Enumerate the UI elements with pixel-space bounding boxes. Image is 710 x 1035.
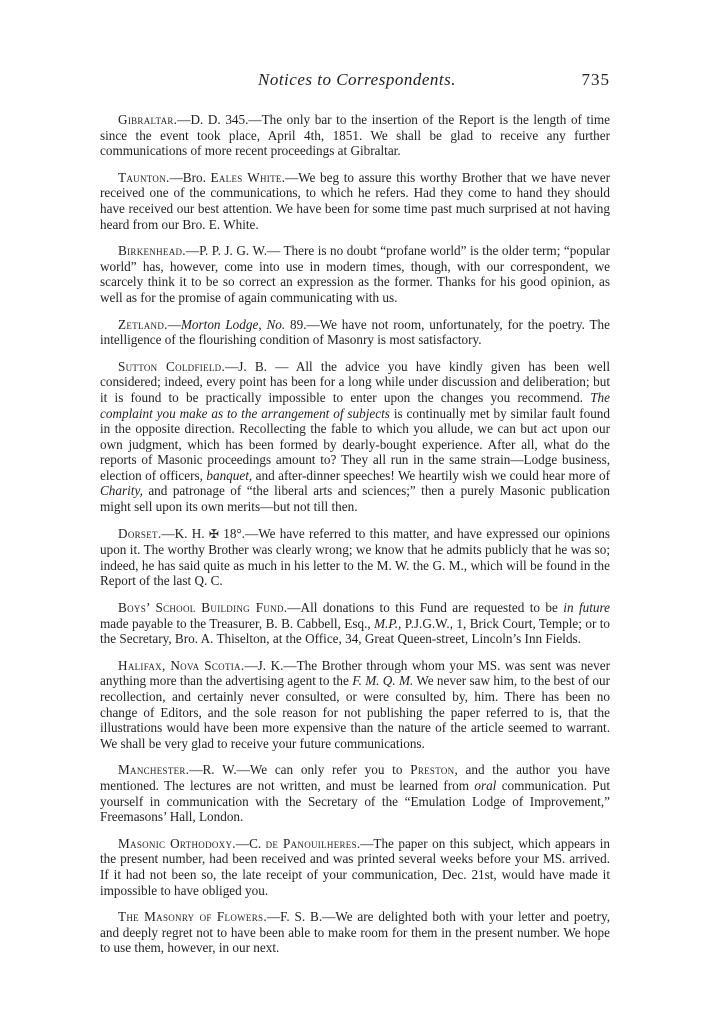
notice-text: 18°.—We have referred to this matter, and have expressed our opinions upon it. The worthy Brother was clearly wrong; we know that he admits publicly that he was so; indeed, he has said quite as much in his letter to the M. W. the G. M., which will be found in the Report of the last Q. C.: [100, 525, 610, 589]
notice-entry: [100, 600, 610, 647]
notice-text: Charity,: [100, 483, 143, 499]
notice-text: —C.: [235, 835, 266, 851]
notice-entry: [100, 526, 610, 589]
notice-text: is continually met by similar fault found in the opposite direction. Recollecting the fable to which you allude, we can but act upon our own judgment, which has been formed by dearly-bought experience. After all, what do the reports of Masonic proceedings amount to? They all run in the same strain—Lodge business, election of officers,: [100, 405, 610, 483]
notice-entry: [100, 836, 610, 898]
notice-heading: Boys’ School Building Fund.: [118, 600, 288, 616]
notice-text: .—The paper on this subject, which appears in the present number, had been received and was printed several weeks before your MS. arrived. If it had not been so, the late receipt of your communication, Dec. 21st, would have made it impossible to have obliged you.: [100, 835, 611, 898]
notice-entry: [100, 909, 610, 956]
notice-entry: [100, 243, 610, 305]
notice-entry: [100, 317, 610, 348]
notice-heading: Masonic Orthodoxy.: [118, 835, 236, 851]
running-head: [100, 72, 610, 112]
notice-heading: Taunton.: [118, 169, 170, 185]
notices-list: [100, 112, 610, 956]
notice-text: —D. D. 345.—The only bar to the insertion of the Report is the length of time since the event took place, April 4th, 1851. We shall be glad to receive any further communications of more recent proceedings at Gibraltar.: [100, 112, 610, 159]
notice-text: de Panouilheres: [265, 835, 357, 851]
notice-entry: [100, 359, 610, 515]
cross-symbol: ✠: [208, 526, 219, 541]
notice-text: and patronage of “the liberal arts and sciences;” then a purely Masonic publication might sell upon its own merits—but not till then.: [100, 483, 610, 515]
notice-text: —All donations to this Fund are requested to be: [287, 600, 564, 616]
notice-heading: Gibraltar.: [118, 112, 178, 127]
notice-text: 89.—We have not room, unfortunately, for the poetry. The intelligence of the flourishing condition of Masonry is most satisfactory.: [100, 316, 611, 348]
notice-text: communication. Put yourself in communication with the Secretary of the “Emulation Lodge of Improvement,” Freemasons’ Hall, London.: [100, 777, 610, 825]
notice-text: oral: [474, 777, 497, 793]
notice-text: The complaint you make as to the arrangement of subjects: [100, 389, 610, 421]
notice-text: .—We beg to assure this worthy Brother that we have never received one of the communications, to which he refers. Had they come to hand they should have received our best attention. We have been for some time past much surprised at not having heard from our Bro. E. White.: [100, 169, 611, 232]
notice-text: —Bro.: [169, 169, 211, 185]
notice-text: —K. H.: [161, 525, 209, 541]
notice-text: P.J.G.W., 1, Brick Court, Temple; or to the Secretary, Bro. A. Thiselton, at the Office, 34, Great Queen-street, Lincoln’s Inn Fields.: [100, 615, 611, 647]
notice-heading: Zetland.: [118, 316, 168, 332]
notice-text: —F. S. B.—We are delighted both with your letter and poetry, and deeply regret not to have been able to make room for them in the present number. We hope to use them, however, in our next.: [100, 909, 610, 956]
page-title: Notices to Correspondents.: [258, 70, 456, 89]
notice-heading: Birkenhead.: [118, 243, 186, 259]
notice-text: —: [167, 316, 181, 332]
notice-text: and after-dinner speeches! We heartily wish we could hear more of: [252, 467, 610, 483]
notice-heading: Halifax, Nova Scotia.: [118, 657, 245, 673]
notice-entry: [100, 762, 610, 824]
notice-heading: Manchester.: [118, 762, 190, 778]
notice-text: —J. K.—The Brother through whom your MS. was sent was never anything more than the advertising agent to the: [100, 657, 610, 689]
notice-text: in future: [563, 600, 610, 616]
notice-text: —P. P. J. G. W.— There is no doubt “profane world” is the older term; “popular world” has, however, come into use in modern times, though, with our correspondent, we scarcely think it to be so correct an expression as the former. Thanks for his good opinion, as well as for the promise of again communicating with us.: [100, 243, 610, 305]
notice-text: , and the author you have mentioned. The lectures are not written, and must be learned from: [100, 762, 610, 793]
notice-entry: [100, 170, 610, 232]
notice-text: We never saw him, to the best of our recollection, and certainly never consulted, or were consulted by, him. There has been no change of Editors, and the sole reason for not publishing the paper referred to is, that the illustrations would have been more expensive than the nature of the article seemed to warrant. We shall be very glad to receive your future communications.: [100, 673, 610, 751]
notice-text: —J. B. — All the advice you have kindly given has been well considered; indeed, every point has been for a long while under discussion and deliberation; but it is found to be practically impossible to enter upon the changes you recommend.: [100, 358, 610, 405]
document-page: [100, 0, 610, 1035]
notice-heading: Sutton Coldfield.: [118, 358, 226, 374]
notice-entry: [100, 112, 610, 159]
notice-heading: The Masonry of Flowers.: [118, 909, 267, 925]
notice-text: —R. W.—We can only refer you to: [189, 762, 411, 778]
notice-text: Eales White: [210, 169, 282, 185]
notice-text: made payable to the Treasurer, B. B. Cabbell, Esq.,: [100, 615, 375, 631]
page-number: 735: [581, 70, 610, 89]
notice-text: M.P.,: [374, 615, 402, 631]
notice-text: banquet,: [206, 467, 253, 483]
notice-text: Preston: [410, 762, 455, 778]
notice-text: F. M. Q. M.: [352, 673, 414, 689]
notice-heading: Dorset.: [118, 525, 162, 541]
notice-entry: [100, 658, 610, 752]
notice-text: Morton Lodge, No.: [180, 316, 286, 332]
